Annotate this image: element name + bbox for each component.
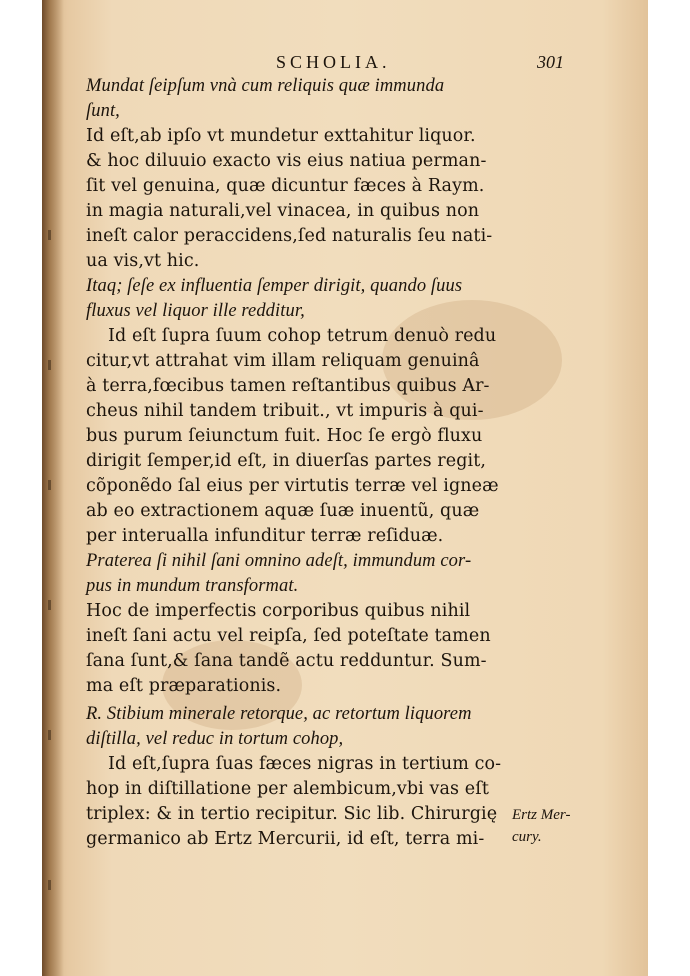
edge-mark: [48, 360, 51, 370]
marginal-note-line: cury.: [512, 829, 542, 845]
page-spine-shadow: [42, 0, 64, 976]
text-line: in magia naturali,vel vinacea, in quibus non: [86, 201, 480, 221]
text-line: Itaq; ſeſe ex influentia ſemper dirigit, quando ſuus: [86, 276, 463, 296]
text-line: diſtilla, vel reduc in tortum cohop,: [86, 729, 344, 749]
running-title: SCHOLIA.: [276, 52, 391, 72]
text-line: Mundat ſeipſum vnà cum reliquis quæ immunda: [86, 76, 445, 96]
edge-mark: [48, 480, 51, 490]
text-line: Hoc de imperfectis corporibus quibus nihil: [86, 601, 471, 621]
text-line: ſunt,: [86, 101, 120, 121]
text-line: fluxus vel liquor ille redditur,: [86, 301, 305, 321]
text-line: germanico ab Ertz Mercurii, id eſt, terra mi-: [86, 829, 485, 849]
text-line: ab eo extractionem aquæ ſuæ inuentũ, quæ: [86, 501, 480, 521]
text-line: Id eſt,ab ipſo vt mundetur exttahitur liquor.: [86, 126, 476, 146]
text-line: ineſt ſani actu vel reipſa, ſed poteſtate tamen: [86, 626, 491, 646]
text-line: dirigit ſemper,id eſt, in diuerſas partes regit,: [86, 451, 487, 471]
page-number: 301: [537, 52, 564, 72]
text-line: cõponẽdo ſal eius per virtutis terræ vel igneæ: [86, 476, 499, 496]
text-line: à terra,fœcibus tamen reſtantibus quibus Ar-: [86, 376, 490, 396]
text-line: citur,vt attrahat vim illam reliquam genuinâ: [86, 351, 480, 371]
edge-mark: [48, 230, 51, 240]
text-line: & hoc diluuio exacto vis eius natiua perman-: [86, 151, 487, 171]
text-line: triplex: & in tertio recipitur. Sic lib. Chirurgię: [86, 804, 498, 824]
marginal-note-line: Ertz Mer-: [512, 807, 571, 823]
text-line: ſana ſunt,& ſana tandẽ actu redduntur. Sum-: [86, 651, 487, 671]
text-line: cheus nihil tandem tribuit., vt impuris à qui-: [86, 401, 484, 421]
text-line: Praterea ſi nihil ſani omnino adeſt, immundum cor-: [86, 551, 472, 571]
text-line: R. Stibium minerale retorque, ac retortum liquorem: [86, 704, 472, 724]
text-line: ineſt calor peraccidens,ſed naturalis ſeu nati-: [86, 226, 493, 246]
text-line: ma eſt præparationis.: [86, 676, 282, 696]
text-line: ſit vel genuina, quæ dicuntur fæces à Raym.: [86, 176, 485, 196]
text-line: ua vis,vt hic.: [86, 251, 200, 271]
edge-mark: [48, 880, 51, 890]
book-page: [42, 0, 648, 976]
text-line: Id eſt ſupra ſuum cohop tetrum denuò redu: [108, 326, 497, 346]
edge-mark: [48, 600, 51, 610]
edge-mark: [48, 730, 51, 740]
text-line: hop in diſtillatione per alembicum,vbi vas eſt: [86, 779, 489, 799]
text-line: per interualla infunditur terræ reſiduæ.: [86, 526, 444, 546]
text-line: pus in mundum transformat.: [86, 576, 299, 596]
text-line: Id eſt,ſupra ſuas fæces nigras in tertium co-: [108, 754, 502, 774]
text-line: bus purum ſeiunctum fuit. Hoc ſe ergò fluxu: [86, 426, 483, 446]
